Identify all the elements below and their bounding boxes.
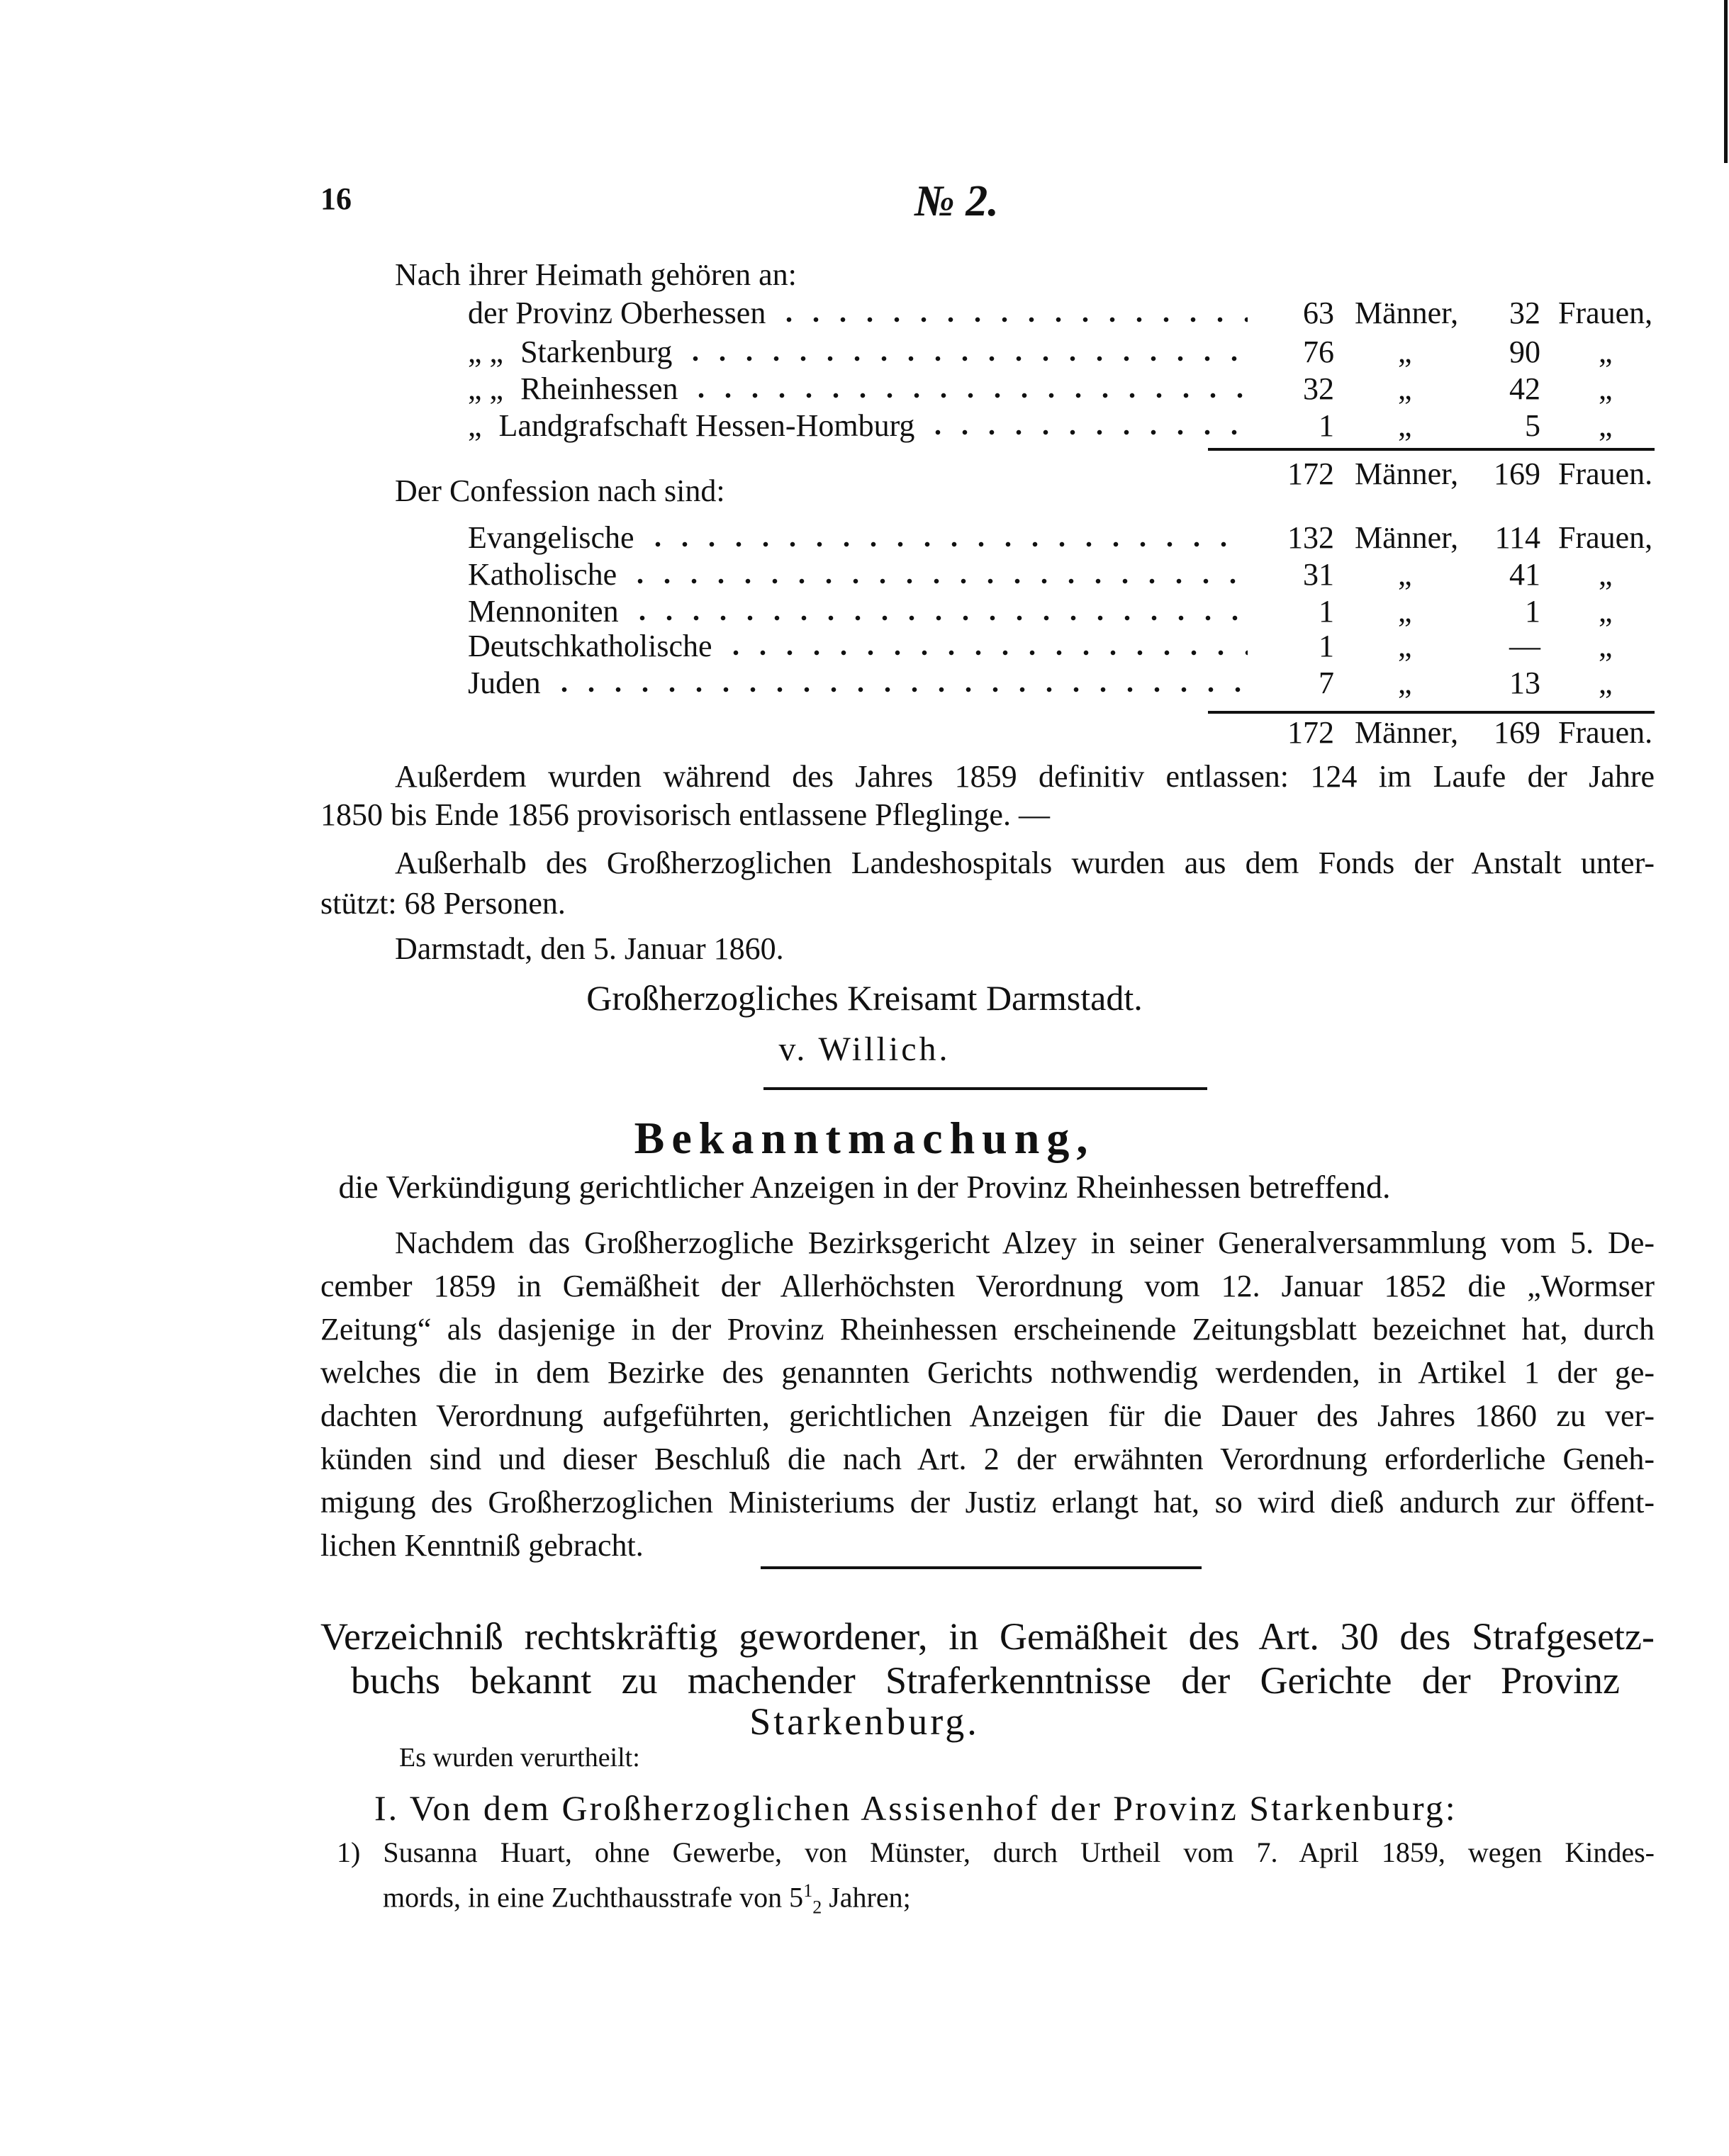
paragraph-line: stützt: 68 Personen.	[320, 886, 566, 921]
men-unit: „	[1398, 408, 1412, 443]
women-count: 5	[1525, 408, 1540, 443]
authority: Großherzogliches Kreisamt Darmstadt.	[586, 978, 1143, 1018]
announcement-line: lichen Kenntniß gebracht.	[320, 1528, 644, 1563]
row-label: Starkenburg	[520, 335, 673, 369]
confession-row	[0, 592, 1729, 631]
total-women-unit: Frauen.	[1558, 456, 1653, 491]
confession-row	[0, 663, 1729, 703]
row-label: Katholische	[468, 557, 617, 592]
leader-dots	[682, 355, 1248, 362]
women-unit: „	[1599, 557, 1613, 592]
row-ditto: „ „	[468, 335, 504, 369]
women-unit: „	[1599, 594, 1613, 629]
women-count: 1	[1525, 594, 1540, 629]
announcement-line: cember 1859 in Gemäßheit der Allerhöchsten Verordnung vom 12. Januar 1852 die „Wormser	[320, 1269, 1655, 1303]
men-unit: „	[1398, 666, 1412, 700]
men-unit: Männer,	[1355, 520, 1459, 555]
announcement-line: welches die in dem Bezirke des genannten Gerichts nothwendig werdenden, in Artikel 1 der ge-	[320, 1355, 1655, 1390]
women-unit: Frauen,	[1558, 520, 1653, 555]
men-count: 1	[1319, 629, 1334, 663]
dateline: Darmstadt, den 5. Januar 1860.	[395, 931, 784, 966]
register-intro: Es wurden verurtheilt:	[399, 1743, 640, 1773]
paragraph-line: Außerdem wurden während des Jahres 1859 definitiv entlassen: 124 im Laufe der Jahre	[395, 759, 1655, 794]
origin-row	[0, 406, 1729, 446]
leader-dots	[688, 392, 1248, 399]
scan-edge	[1724, 0, 1728, 163]
row-label: Deutschkatholische	[468, 629, 712, 663]
leader-dots	[551, 686, 1248, 693]
signature: v. Willich.	[778, 1031, 951, 1068]
confession-row	[0, 555, 1729, 595]
men-count: 7	[1319, 666, 1334, 700]
men-unit: Männer,	[1355, 296, 1459, 330]
origin-row	[0, 332, 1729, 372]
paragraph-line: Außerhalb des Großherzoglichen Landeshospitals wurden aus dem Fonds der Anstalt unter-	[395, 846, 1655, 880]
row-label: Landgrafschaft Hessen-Homburg	[498, 408, 915, 443]
women-count: 32	[1509, 296, 1540, 330]
total-men: 172	[1287, 456, 1334, 491]
issue-number: № 2.	[914, 177, 999, 225]
women-count: 41	[1509, 557, 1540, 592]
women-unit: „	[1599, 371, 1613, 406]
total-men-unit: Männer,	[1355, 715, 1459, 750]
men-count: 63	[1303, 296, 1334, 330]
register-item-line: 1) Susanna Huart, ohne Gewerbe, von Münster, durch Urtheil vom 7. April 1859, wegen Kindes-	[337, 1836, 1655, 1868]
men-count: 1	[1319, 594, 1334, 629]
register-title-line: buchs bekannt zu machender Straferkenntnisse der Gerichte der Provinz	[351, 1659, 1620, 1702]
row-ditto: „	[468, 408, 482, 443]
paragraph-line: 1850 bis Ende 1856 provisorisch entlassene Pfleglinge. —	[320, 797, 1050, 832]
row-label: der Provinz Oberhessen	[468, 296, 766, 330]
women-count: 42	[1509, 371, 1540, 406]
confession-heading: Der Confession nach sind:	[395, 473, 725, 508]
row-label: Mennoniten	[468, 594, 619, 629]
register-section-heading: I. Von dem Großherzoglichen Assisenhof der Provinz Starkenburg:	[374, 1788, 1457, 1828]
leader-dots	[644, 541, 1248, 548]
row-label: Evangelische	[468, 520, 634, 555]
women-count: 90	[1509, 335, 1540, 369]
leader-dots	[776, 316, 1248, 323]
row-label: Juden	[468, 666, 541, 700]
men-unit: „	[1398, 335, 1412, 369]
fraction-numerator: 1	[803, 1880, 813, 1901]
page-number: 16	[320, 181, 352, 216]
confession-row	[0, 518, 1729, 558]
women-count: —	[1509, 629, 1540, 663]
women-count: 13	[1509, 666, 1540, 700]
section-divider	[761, 1566, 1202, 1569]
men-count: 1	[1319, 408, 1334, 443]
leader-dots	[627, 578, 1248, 585]
women-count: 114	[1494, 520, 1540, 555]
women-unit: „	[1599, 666, 1613, 700]
total-men-unit: Männer,	[1355, 456, 1459, 491]
sum-rule	[1208, 448, 1655, 451]
leader-dots	[722, 649, 1248, 656]
men-unit: „	[1398, 557, 1412, 592]
men-count: 32	[1303, 371, 1334, 406]
announcement-subtitle: die Verkündigung gerichtlicher Anzeigen in der Provinz Rheinhessen betreffend.	[338, 1169, 1391, 1205]
fraction-denominator: 2	[812, 1897, 822, 1918]
women-unit: Frauen,	[1558, 296, 1653, 330]
register-title-line: Starkenburg.	[749, 1700, 980, 1743]
total-women: 169	[1494, 715, 1540, 750]
origin-row	[0, 293, 1729, 333]
men-unit: „	[1398, 371, 1412, 406]
men-unit: „	[1398, 594, 1412, 629]
row-label: Rheinhessen	[520, 371, 678, 406]
announcement-line: künden sind und dieser Beschluß die nach Art. 2 der erwähnten Verordnung erforderliche Geneh-	[320, 1442, 1655, 1476]
origin-total-row	[0, 454, 1729, 494]
confession-row	[0, 627, 1729, 666]
announcement-line: Zeitung“ als dasjenige in der Provinz Rheinhessen erscheinende Zeitungsblatt bezeichnet hat, durch	[320, 1312, 1655, 1347]
origin-heading: Nach ihrer Heimath gehören an:	[395, 257, 797, 292]
row-ditto: „ „	[468, 371, 504, 406]
leader-dots	[629, 614, 1248, 622]
announcement-line: Nachdem das Großherzogliche Bezirksgericht Alzey in seiner Generalversammlung vom 5. De-	[395, 1225, 1655, 1260]
announcement-title: Bekanntmachung,	[634, 1113, 1095, 1163]
men-count: 76	[1303, 335, 1334, 369]
item-text: mords, in eine Zuchthausstrafe von 5	[383, 1881, 804, 1914]
register-title-line: Verzeichniß rechtskräftig gewordener, in Gemäßheit des Art. 30 des Strafgesetz-	[320, 1615, 1655, 1658]
leader-dots	[924, 429, 1248, 436]
women-unit: „	[1599, 629, 1613, 663]
item-text: Jahren;	[822, 1881, 911, 1914]
announcement-line: migung des Großherzoglichen Ministeriums der Justiz erlangt hat, so wird dieß andurch zur öffent-	[320, 1485, 1655, 1520]
total-men: 172	[1287, 715, 1334, 750]
total-women-unit: Frauen.	[1558, 715, 1653, 750]
register-item-line	[383, 1874, 911, 1924]
women-unit: „	[1599, 408, 1613, 443]
total-women: 169	[1494, 456, 1540, 491]
men-count: 132	[1287, 520, 1334, 555]
origin-row	[0, 369, 1729, 409]
men-unit: „	[1398, 629, 1412, 663]
men-count: 31	[1303, 557, 1334, 592]
announcement-line: dachten Verordnung aufgeführten, gerichtlichen Anzeigen für die Dauer des Jahres 1860 zu ver-	[320, 1398, 1655, 1433]
section-divider	[763, 1087, 1207, 1090]
confession-total-row	[0, 713, 1729, 753]
women-unit: „	[1599, 335, 1613, 369]
